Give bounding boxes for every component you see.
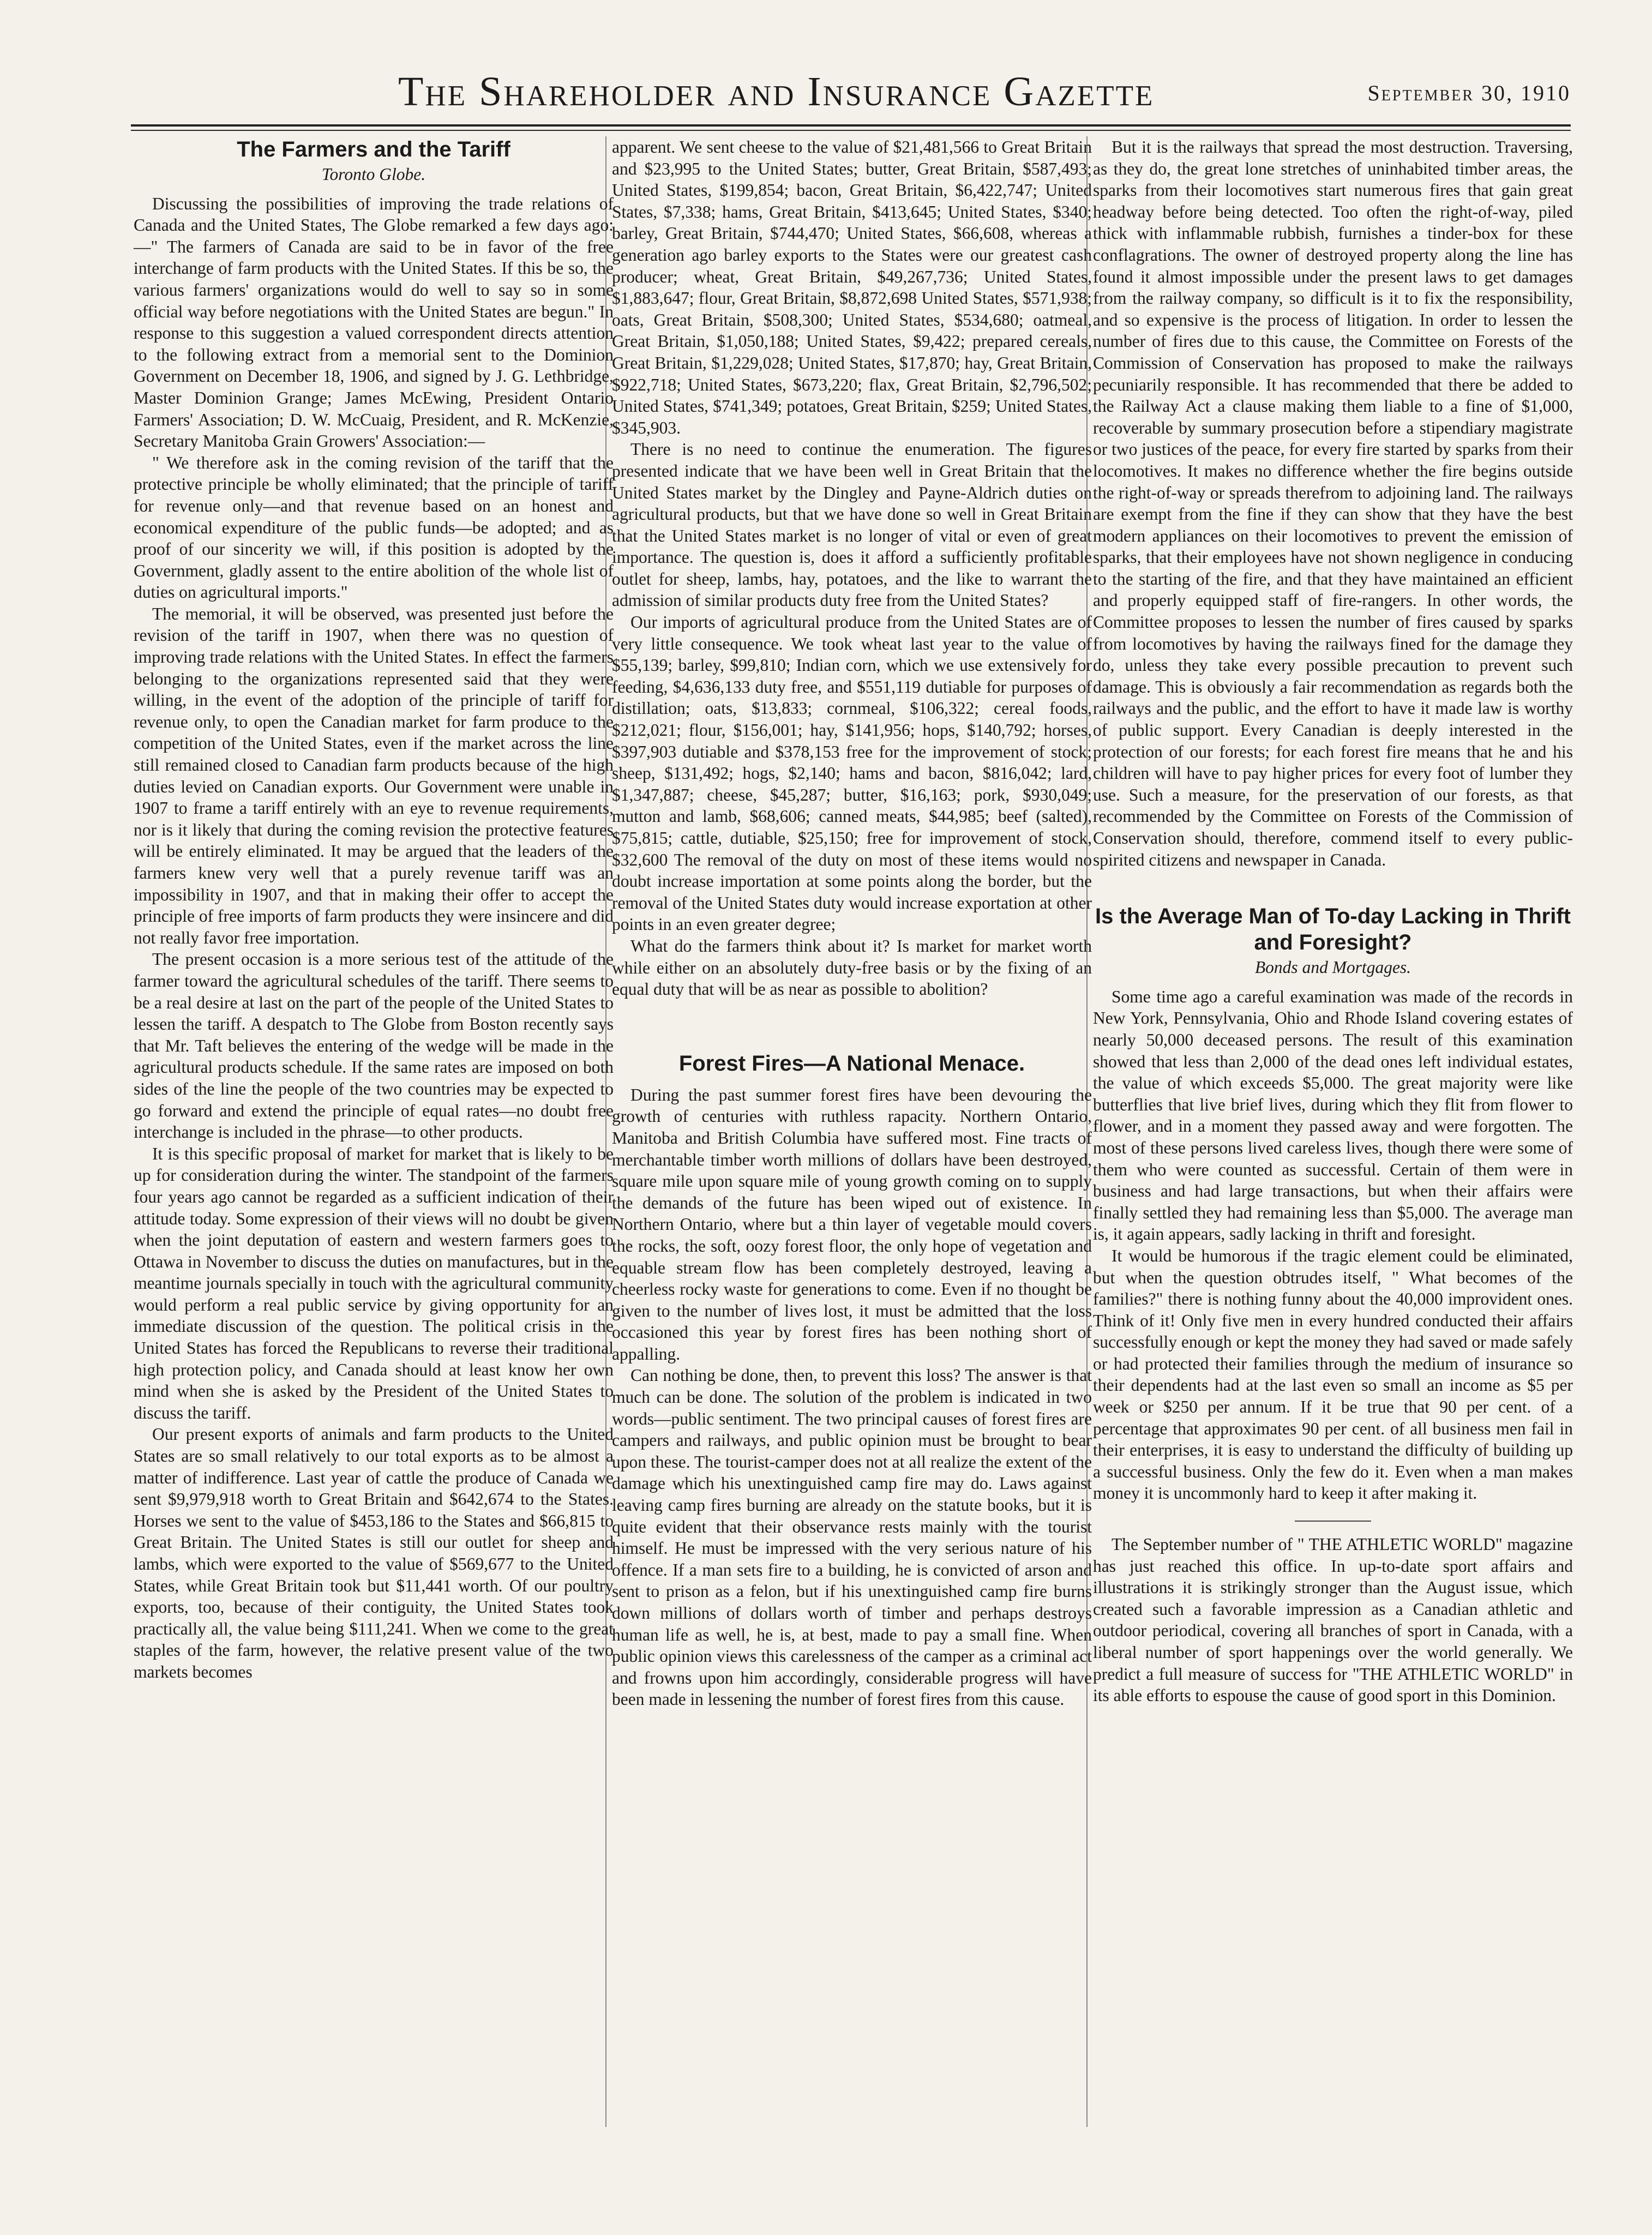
article-paragraph: But it is the railways that spread the most destruction. Traversing, as they do, the great lone stretches of uninhabited timber areas, the sparks from their locomotives start numerous fires that gain great headway before being detected. Too often the right-of-way, piled thick with inflammable rubbish, furnishes a tinder-box for these conflagrations. The owner of destroyed property along the line has found it almost impossible under the present laws to get damages from the railway company, so difficult is it to fix the responsibility, and so expensive is the process of litigation. In order to lessen the number of fires due to this cause, the Committee on Forests of the Commission of Conservation has proposed to make the railways pecuniarily responsible. It has recommended that there be added to the Railway Act a clause making them liable to a fine of $1,000, recoverable by summary prosecution before a stipendiary magistrate or two justices of the peace, for every fire started by sparks from their locomotives. It makes no difference whether the fire begins outside the right-of-way or spreads therefrom to adjoining land. The railways are exempt from the fine if they can show that they have the best modern appliances on their locomotives to prevent the emission of sparks, that their employees have not shown negligence in conducing to the starting of the fire, and that they have maintained an efficient and properly equipped staff of fire-rangers. In other words, the Committee proposes to lessen the number of fires caused by sparks from locomotives by having the railways fined for the damage they do, unless they take every possible precaution to prevent such damage. This is obviously a fair recommendation as regards both the railways and the public, and the effort to have it made law is worthy of public support. Every Canadian is deeply interested in the protection of our forests; for each forest fire means that he and his children will have to pay higher prices for every foot of lumber they use. Such a measure, for the preservation of our forests, as that recommended by the Committee on Forests of the Commission of Conservation should, therefore, commend itself to every public-spirited citizens and newspaper in Canada. [1093, 137, 1573, 869]
column-1 [134, 136, 614, 1683]
article-paragraph: The memorial, it will be observed, was presented just before the revision of the tariff in 1907, when there was no question of improving trade relations with the United States. In effect the farmers belonging to the organizations represented said that they were willing, in the event of the adoption of the principle of tariff for revenue only, to open the Canadian market for farm produce to the competition of the United States, even if the market across the line still remained closed to Canadian farm products because of the high duties levied on Canadian exports. Our Government were unable in 1907 to frame a tariff entirely with an eye to revenue requirements, nor is it likely that during the coming revision the protective features will be entirely eliminated. It may be argued that the leaders of the farmers knew very well that a purely revenue tariff was an impossibility in 1907, and that in making their offer to accept the principle of free imports of farm products they were insincere and did not really favor free importation. [134, 604, 614, 947]
masthead-rule-thin [131, 130, 1571, 131]
article-source: Bonds and Mortgages. [1254, 958, 1411, 977]
article-paragraph: " We therefore ask in the coming revision of the tariff that the protective principle be wholly eliminated; that the principle of tariff for revenue only—and that revenue based on an honest and economical expenditure of the public funds—be adopted; and as proof of our sincerity we will, if this position is adopted by the Government, gladly assent to the entire abolition of the whole list of duties on agricultural imports." [134, 453, 614, 602]
article-headline: Is the Average Man of To-day Lacking in Thrift and Foresight? [1095, 904, 1571, 955]
article-paragraph: Our present exports of animals and farm products to the United States are so small relatively to our total exports as to be almost a matter of indifference. Last year of cattle the produce of Canada we sent $9,979,918 worth to Great Britain and $642,674 to the States. Horses we sent to the value of $453,186 to the States and $66,815 to Great Britain. The United States is still our outlet for sheep and lambs, which were exported to the value of $569,677 to the United States, while Great Britain took but $11,441 worth. Of our poultry exports, too, because of their contiguity, the United States took practically all, the value being $111,241. When we come to the great staples of the farm, however, the relative present value of the two markets becomes [134, 1425, 614, 1681]
column-3 [1093, 136, 1573, 1707]
article-headline: Forest Fires—A National Menace. [678, 1051, 1025, 1076]
article-paragraph: Can nothing be done, then, to prevent this loss? The answer is that much can be done. The solution of the problem is indicated in two words—public sentiment. The two principal causes of forest fires are campers and railways, and public opinion must be brought to bear upon these. The tourist-camper does not at all realize the extent of the damage which his unextinguished camp fire may do. Laws against leaving camp fires burning are already on the statute books, but it is quite evident that their observance rests mainly with the tourist himself. He must be impressed with the very serious nature of his offence. If a man sets fire to a building, he is convicted of arson and sent to prison as a felon, but if his unextinguished camp fire burns down millions of dollars worth of timber and perhaps destroys human life as well, he is, at best, made to pay a small fine. When public opinion views this carelessness of the camper as a criminal act and frowns upon him accordingly, considerable progress will have been made in lessening the number of forest fires from this cause. [612, 1366, 1092, 1709]
article-paragraph: It is this specific proposal of market for market that is likely to be up for consideration during the winter. The standpoint of the farmers four years ago cannot be regarded as a sufficient indication of their attitude today. Some expression of their views will no doubt be given when the joint deputation of eastern and western farmers goes to Ottawa in November to discuss the duties on manufactures, but in the meantime journals specially in touch with the agricultural community would perform a real public service by giving opportunity for an immediate discussion of the question. The political crisis in the United States has forced the Republicans to reverse their traditional high protection policy, and Canada should at least know her own mind when she is asked by the President of the United States to discuss the tariff. [134, 1144, 614, 1422]
masthead [131, 68, 1571, 120]
article-paragraph: There is no need to continue the enumeration. The figures presented indicate that we have been well in Great Britain that the United States market by the Dingley and Payne-Aldrich duties on agricultural products, but that we have done so well in Great Britain that the United States market is no longer of vital or even of great importance. The question is, does it afford a sufficiently profitable outlet for sheep, lambs, hay, potatoes, and the like to warrant the admission of similar products duty free from the United States? [612, 440, 1092, 610]
notice-paragraph: The September number of " THE ATHLETIC WORLD" magazine has just reached this office. In up-to-date sport affairs and illustrations it is strikingly stronger than the August issue, which created such a favorable impression as a Canadian athletic and outdoor periodical, covering all branches of sport in Canada, with a liberal number of sport happenings over the world generally. We predict a full measure of success for "THE ATHLETIC WORLD" in its able efforts to espouse the cause of good sport in this Dominion. [1093, 1535, 1573, 1705]
article-source: Toronto Globe. [321, 165, 426, 184]
article-paragraph: Discussing the possibilities of improving the trade relations of Canada and the United States, The Globe remarked a few days ago:—" The farmers of Canada are said to be in favor of the free interchange of farm products with the United States. If this be so, the various farmers' organizations would do well to say so in some official way before negotiations with the United States are begun." In response to this suggestion a valued correspondent directs attention to the following extract from a memorial sent to the Dominion Government on December 18, 1906, and signed by J. G. Lethbridge, Master Dominion Grange; James McEwing, President Ontario Farmers' Association; D. W. McCuaig, President, and R. McKenzie, Secretary Manitoba Grain Growers' Association:— [134, 194, 614, 451]
publication-title: The Shareholder and Insurance Gazette [398, 69, 1155, 115]
article-paragraph: Some time ago a careful examination was made of the records in New York, Pennsylvania, Ohio and Rhode Island covering estates of nearly 50,000 deceased persons. The result of this examination showed that less than 2,000 of the dead ones left individual estates, the value of which exceeds $5,000. The great majority were like butterflies that live brief lives, during which they flit from flower to flower, and in a moment they passed away and were forgotten. The most of these persons lived careless lives, though there were some of them who were counted as successful. Certain of them were in business and had large transactions, but when their affairs were finally settled they had remaining less than $5,000. The average man is, it again appears, sadly lacking in thrift and foresight. [1093, 987, 1573, 1244]
article-paragraph: The present occasion is a more serious test of the attitude of the farmer toward the agricultural schedules of the tariff. There seems to be a real desire at last on the part of the people of the United States to lessen the tariff. A despatch to The Globe from Boston recently says that Mr. Taft believes the entering of the wedge will be made in the agricultural products schedule. If the same rates are imposed on both sides of the line the people of the two countries may be expected to go forward and extend the principle of equal rates—no doubt free interchange is included in the phrase—to other products. [134, 950, 614, 1142]
article-paragraph: It would be humorous if the tragic element could be eliminated, but when the question obtrudes itself, " What becomes of the families?" there is nothing funny about the 40,000 improvident ones. Think of it! Only five men in every hundred conducted their affairs successfully enough or kept the money they had saved or made safely or had protected their families through the medium of insurance so their dependents had at the last even so small an income as $5 per week or $250 per annum. If it be true that 90 per cent. of a percentage that approximates 90 per cent. of all business men fail in their enterprises, it is easy to understand the difficulty of building up a successful business. Only the few do it. Even when a man makes money it is uncommonly hard to keep it after making it. [1093, 1246, 1573, 1503]
column-2 [612, 136, 1092, 1710]
article-paragraph: apparent. We sent cheese to the value of $21,481,566 to Great Britain and $23,995 to the United States; butter, Great Britain, $587,493; United States, $199,854; bacon, Great Britain, $6,422,747; United States, $7,338; hams, Great Britain, $413,645; United States, $340; barley, Great Britain, $744,470; United States, $66,608, whereas a generation ago barley exports to the States were our greatest cash producer; wheat, Great Britain, $49,267,736; United States, $1,883,647; flour, Great Britain, $8,872,698 United States, $571,938; oats, Great Britain, $508,300; United States, $534,680; oatmeal, Great Britain, $1,050,188; United States, $9,422; prepared cereals, Great Britain, $1,229,028; United States, $17,870; hay, Great Britain, $922,718; United States, $673,220; flax, Great Britain, $2,796,502; United States, $741,349; potatoes, Great Britain, $259; United States, $345,903. [612, 137, 1092, 437]
issue-date: September 30, 1910 [1367, 81, 1571, 105]
article-paragraph: What do the farmers think about it? Is market for market worth while either on an absolutely duty-free basis or by the fixing of an equal duty that will be as near as possible to abolition? [612, 936, 1092, 999]
article-paragraph: During the past summer forest fires have been devouring the growth of centuries with ruthless rapacity. Northern Ontario, Manitoba and British Columbia have suffered most. Fine tracts of merchantable timber worth millions of dollars have been destroyed, square mile upon square mile of young growth coming on to supply the demands of the future has been wiped out of existence. In Northern Ontario, where but a thin layer of vegetable mould covers the rocks, the soft, oozy forest floor, the only hope of vegetation and equable stream flow has been completely destroyed, leaving a cheerless rocky waste for generations to come. Even if no thought be given to the number of lives lost, it must be admitted that the loss occasioned this year by forest fires has been nothing short of appalling. [612, 1085, 1092, 1363]
masthead-rule [131, 124, 1571, 127]
section-divider [1295, 1521, 1371, 1522]
article-paragraph: Our imports of agricultural produce from the United States are of very little consequence. We took wheat last year to the value of $55,139; barley, $99,810; Indian corn, which we use extensively for feeding, $4,636,133 duty free, and $551,119 dutiable for purposes of distillation; oats, $13,833; cornmeal, $106,322; cereal foods, $212,021; flour, $156,001; hay, $141,956; hops, $140,792; horses, $397,903 dutiable and $378,153 free for the improvement of stock; sheep, $131,492; hogs, $2,140; hams and bacon, $816,042; lard, $1,347,887; cheese, $45,287; butter, $16,163; pork, $930,049; mutton and lamb, $68,606; canned meats, $44,985; beef (salted), $75,815; cattle, dutiable, $25,150; free for improvement of stock, $32,600 The removal of the duty on most of these items would no doubt increase importation at some points along the border, but the removal of the United States duty would increase exportation at other points in an even greater degree; [612, 612, 1092, 934]
article-headline: The Farmers and the Tariff [237, 137, 510, 161]
